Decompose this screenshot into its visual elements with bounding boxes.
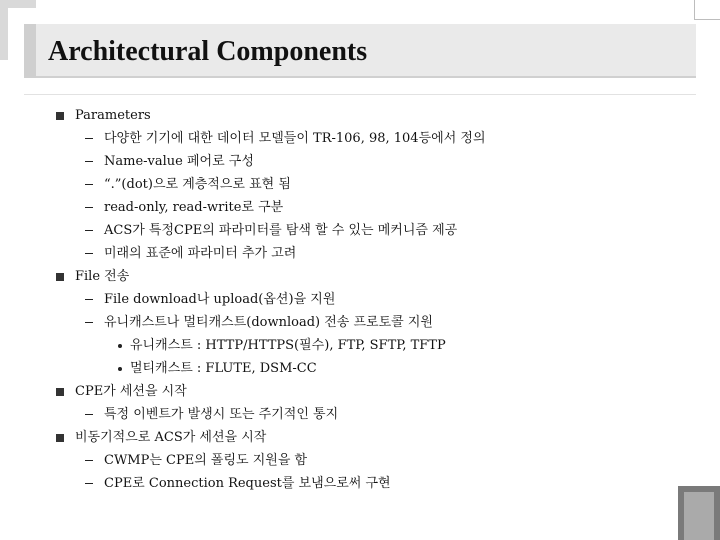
dot-bullet-icon: [118, 344, 122, 348]
sub-bullet-item: [56, 311, 676, 334]
sub-bullet-item: [56, 150, 676, 173]
slide-title: Architectural Components: [48, 36, 368, 67]
bullet-text: 다양한 기기에 대한 데이터 모델들이 TR-106, 98, 104등에서 정의: [104, 131, 486, 146]
square-bullet-icon: [56, 273, 64, 281]
dash-bullet-icon: [85, 161, 93, 162]
dash-bullet-icon: [85, 207, 93, 208]
bullet-text: 특정 이벤트가 발생시 또는 주기적인 통지: [104, 407, 339, 422]
bullet-item: [56, 426, 676, 449]
title-accent: [24, 24, 36, 78]
bullet-item: [56, 104, 676, 127]
dash-bullet-icon: [85, 138, 93, 139]
bullet-text: 유니캐스트 : HTTP/HTTPS(필수), FTP, SFTP, TFTP: [130, 338, 446, 353]
bullet-list: [56, 104, 676, 495]
bullet-text: Name-value 페어로 구성: [104, 154, 254, 169]
sub-bullet-item: [56, 219, 676, 242]
sub-bullet-item: [56, 472, 676, 495]
sub-bullet-item: [56, 288, 676, 311]
dash-bullet-icon: [85, 460, 93, 461]
square-bullet-icon: [56, 434, 64, 442]
bullet-text: 비동기적으로 ACS가 세션을 시작: [75, 430, 267, 445]
bullet-text: File 전송: [75, 269, 130, 284]
bullet-item: [56, 265, 676, 288]
sub-bullet-item: [56, 196, 676, 219]
sub-bullet-item: [56, 403, 676, 426]
sub-sub-bullet-item: [56, 357, 676, 380]
corner-decoration-bottom-right-inner: [684, 492, 714, 540]
dot-bullet-icon: [118, 367, 122, 371]
dash-bullet-icon: [85, 414, 93, 415]
square-bullet-icon: [56, 388, 64, 396]
dash-bullet-icon: [85, 253, 93, 254]
sub-bullet-item: [56, 127, 676, 150]
sub-bullet-item: [56, 173, 676, 196]
bullet-text: 유니캐스트나 멀티캐스트(download) 전송 프로토콜 지원: [104, 315, 433, 330]
sub-bullet-item: [56, 449, 676, 472]
bullet-item: [56, 380, 676, 403]
bullet-text: CPE가 세션을 시작: [75, 384, 187, 399]
bullet-text: “.”(dot)으로 계층적으로 표현 됨: [104, 177, 291, 192]
bullet-text: 미래의 표준에 파라미터 추가 고려: [104, 246, 297, 261]
square-bullet-icon: [56, 112, 64, 120]
title-divider: [24, 94, 696, 95]
bullet-text: Parameters: [75, 108, 151, 123]
dash-bullet-icon: [85, 483, 93, 484]
sub-bullet-item: [56, 242, 676, 265]
dash-bullet-icon: [85, 230, 93, 231]
corner-decoration-top-right: [694, 0, 720, 20]
dash-bullet-icon: [85, 322, 93, 323]
bullet-text: CWMP는 CPE의 폴링도 지원을 함: [104, 453, 308, 468]
dash-bullet-icon: [85, 299, 93, 300]
sub-sub-bullet-item: [56, 334, 676, 357]
bullet-text: CPE로 Connection Request를 보냄으로써 구현: [104, 476, 391, 491]
bullet-text: File download나 upload(옵션)을 지원: [104, 292, 336, 307]
bullet-text: read-only, read-write로 구분: [104, 200, 284, 215]
dash-bullet-icon: [85, 184, 93, 185]
bullet-text: 멀티캐스트 : FLUTE, DSM-CC: [130, 361, 317, 376]
bullet-text: ACS가 특정CPE의 파라미터를 탐색 할 수 있는 메커니즘 제공: [104, 223, 458, 238]
